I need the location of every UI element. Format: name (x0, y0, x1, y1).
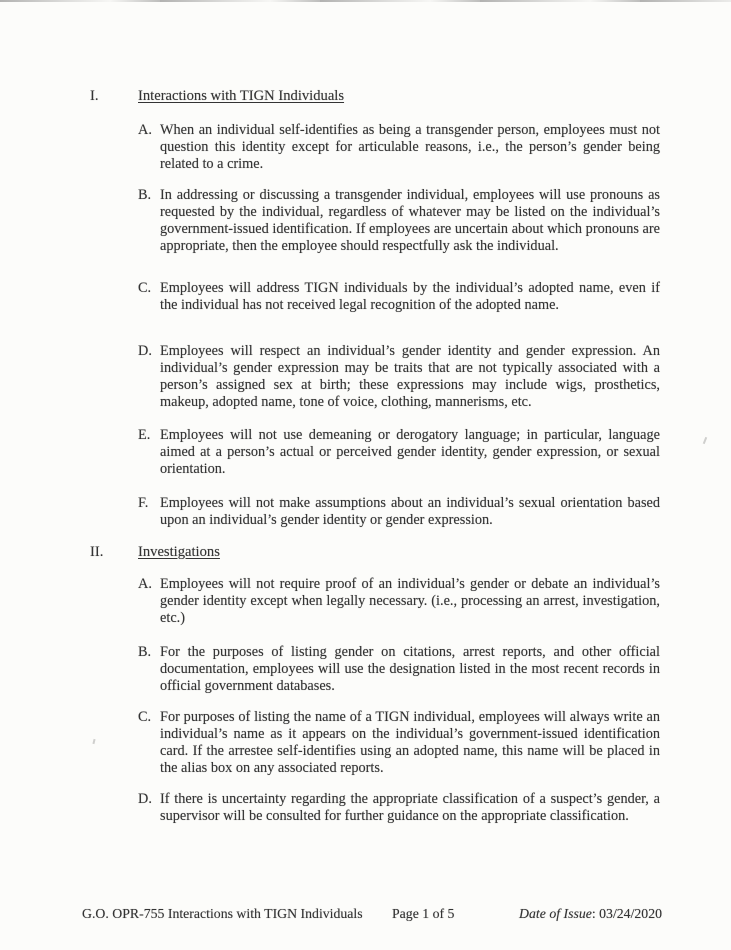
section-title: Investigations (138, 544, 220, 560)
list-item-i-c (0, 280, 731, 314)
section-heading-interactions (0, 88, 731, 105)
section-title: Interactions with TIGN Individuals (138, 88, 345, 104)
item-letter: D. (138, 343, 152, 359)
list-item-ii-a (0, 576, 731, 627)
item-text: Employees will not require proof of an individual’s gender or debate an individual’s gender identity except when legally necessary. (i.e., processing an arrest, investigation, etc.) (160, 576, 660, 626)
list-item-i-f (0, 495, 731, 529)
footer-page-number: Page 1 of 5 (392, 906, 455, 921)
item-text: When an individual self-identifies as being a transgender person, employees must not question this identity except for articulable reasons, i.e., the person’s gender being related to a crime. (160, 122, 660, 172)
item-text: Employees will not make assumptions about an individual’s sexual orientation based upon an individual’s gender identity or gender expression. (160, 495, 660, 528)
item-letter: A. (138, 576, 152, 592)
list-item-i-a (0, 122, 731, 173)
footer-date-value: : 03/24/2020 (591, 906, 662, 921)
item-letter: B. (138, 187, 152, 203)
section-numeral: II. (90, 544, 104, 560)
list-item-ii-c (0, 709, 731, 777)
footer-date-of-issue (519, 905, 662, 922)
item-letter: C. (138, 280, 152, 296)
item-text: Employees will address TIGN individuals by the individual’s adopted name, even if the individual has not received legal recognition of the adopted name. (160, 280, 660, 313)
item-letter: F. (138, 495, 149, 511)
item-letter: B. (138, 644, 152, 660)
list-item-i-d (0, 343, 731, 411)
section-numeral: I. (90, 88, 99, 104)
footer-date-label: Date of Issue (519, 906, 592, 921)
list-item-i-b (0, 187, 731, 255)
list-item-i-e (0, 427, 731, 478)
item-text: For the purposes of listing gender on citations, arrest reports, and other official documentation, employees will use the designation listed in the most recent records in official government databases. (160, 644, 660, 694)
item-text: In addressing or discussing a transgender individual, employees will use pronouns as requested by the individual, regardless of whatever may be listed on the individual’s government-issued identification. If employees are uncertain about which pronouns are appropriate, then the employee should respectfully ask the individual. (160, 187, 660, 254)
footer-document-reference: G.O. OPR-755 Interactions with TIGN Individuals (82, 906, 363, 921)
item-text: Employees will not use demeaning or derogatory language; in particular, language aimed at a person’s actual or perceived gender identity, gender expression, or sexual orientation. (160, 427, 660, 477)
scan-artifact-line (0, 0, 731, 2)
list-item-ii-b (0, 644, 731, 695)
item-text: If there is uncertainty regarding the appropriate classification of a suspect’s gender, a supervisor will be consulted for further guidance on the appropriate classification. (160, 791, 660, 824)
item-letter: E. (138, 427, 151, 443)
item-letter: D. (138, 791, 152, 807)
section-heading-investigations (0, 544, 731, 561)
item-text: Employees will respect an individual’s gender identity and gender expression. An individual’s gender expression may be traits that are not typically associated with a person’s assigned sex at birth; these expressions may include wigs, prosthetics, makeup, adopted name, tone of voice, clothing, mannerisms, etc. (160, 343, 660, 410)
list-item-ii-d (0, 791, 731, 825)
item-letter: C. (138, 709, 152, 725)
item-letter: A. (138, 122, 152, 138)
item-text: For purposes of listing the name of a TIGN individual, employees will always write an individual’s name as it appears on the individual’s government-issued identification card. If the arrestee self-identifies using an adopted name, this name will be placed in the alias box on any associated reports. (160, 709, 660, 776)
